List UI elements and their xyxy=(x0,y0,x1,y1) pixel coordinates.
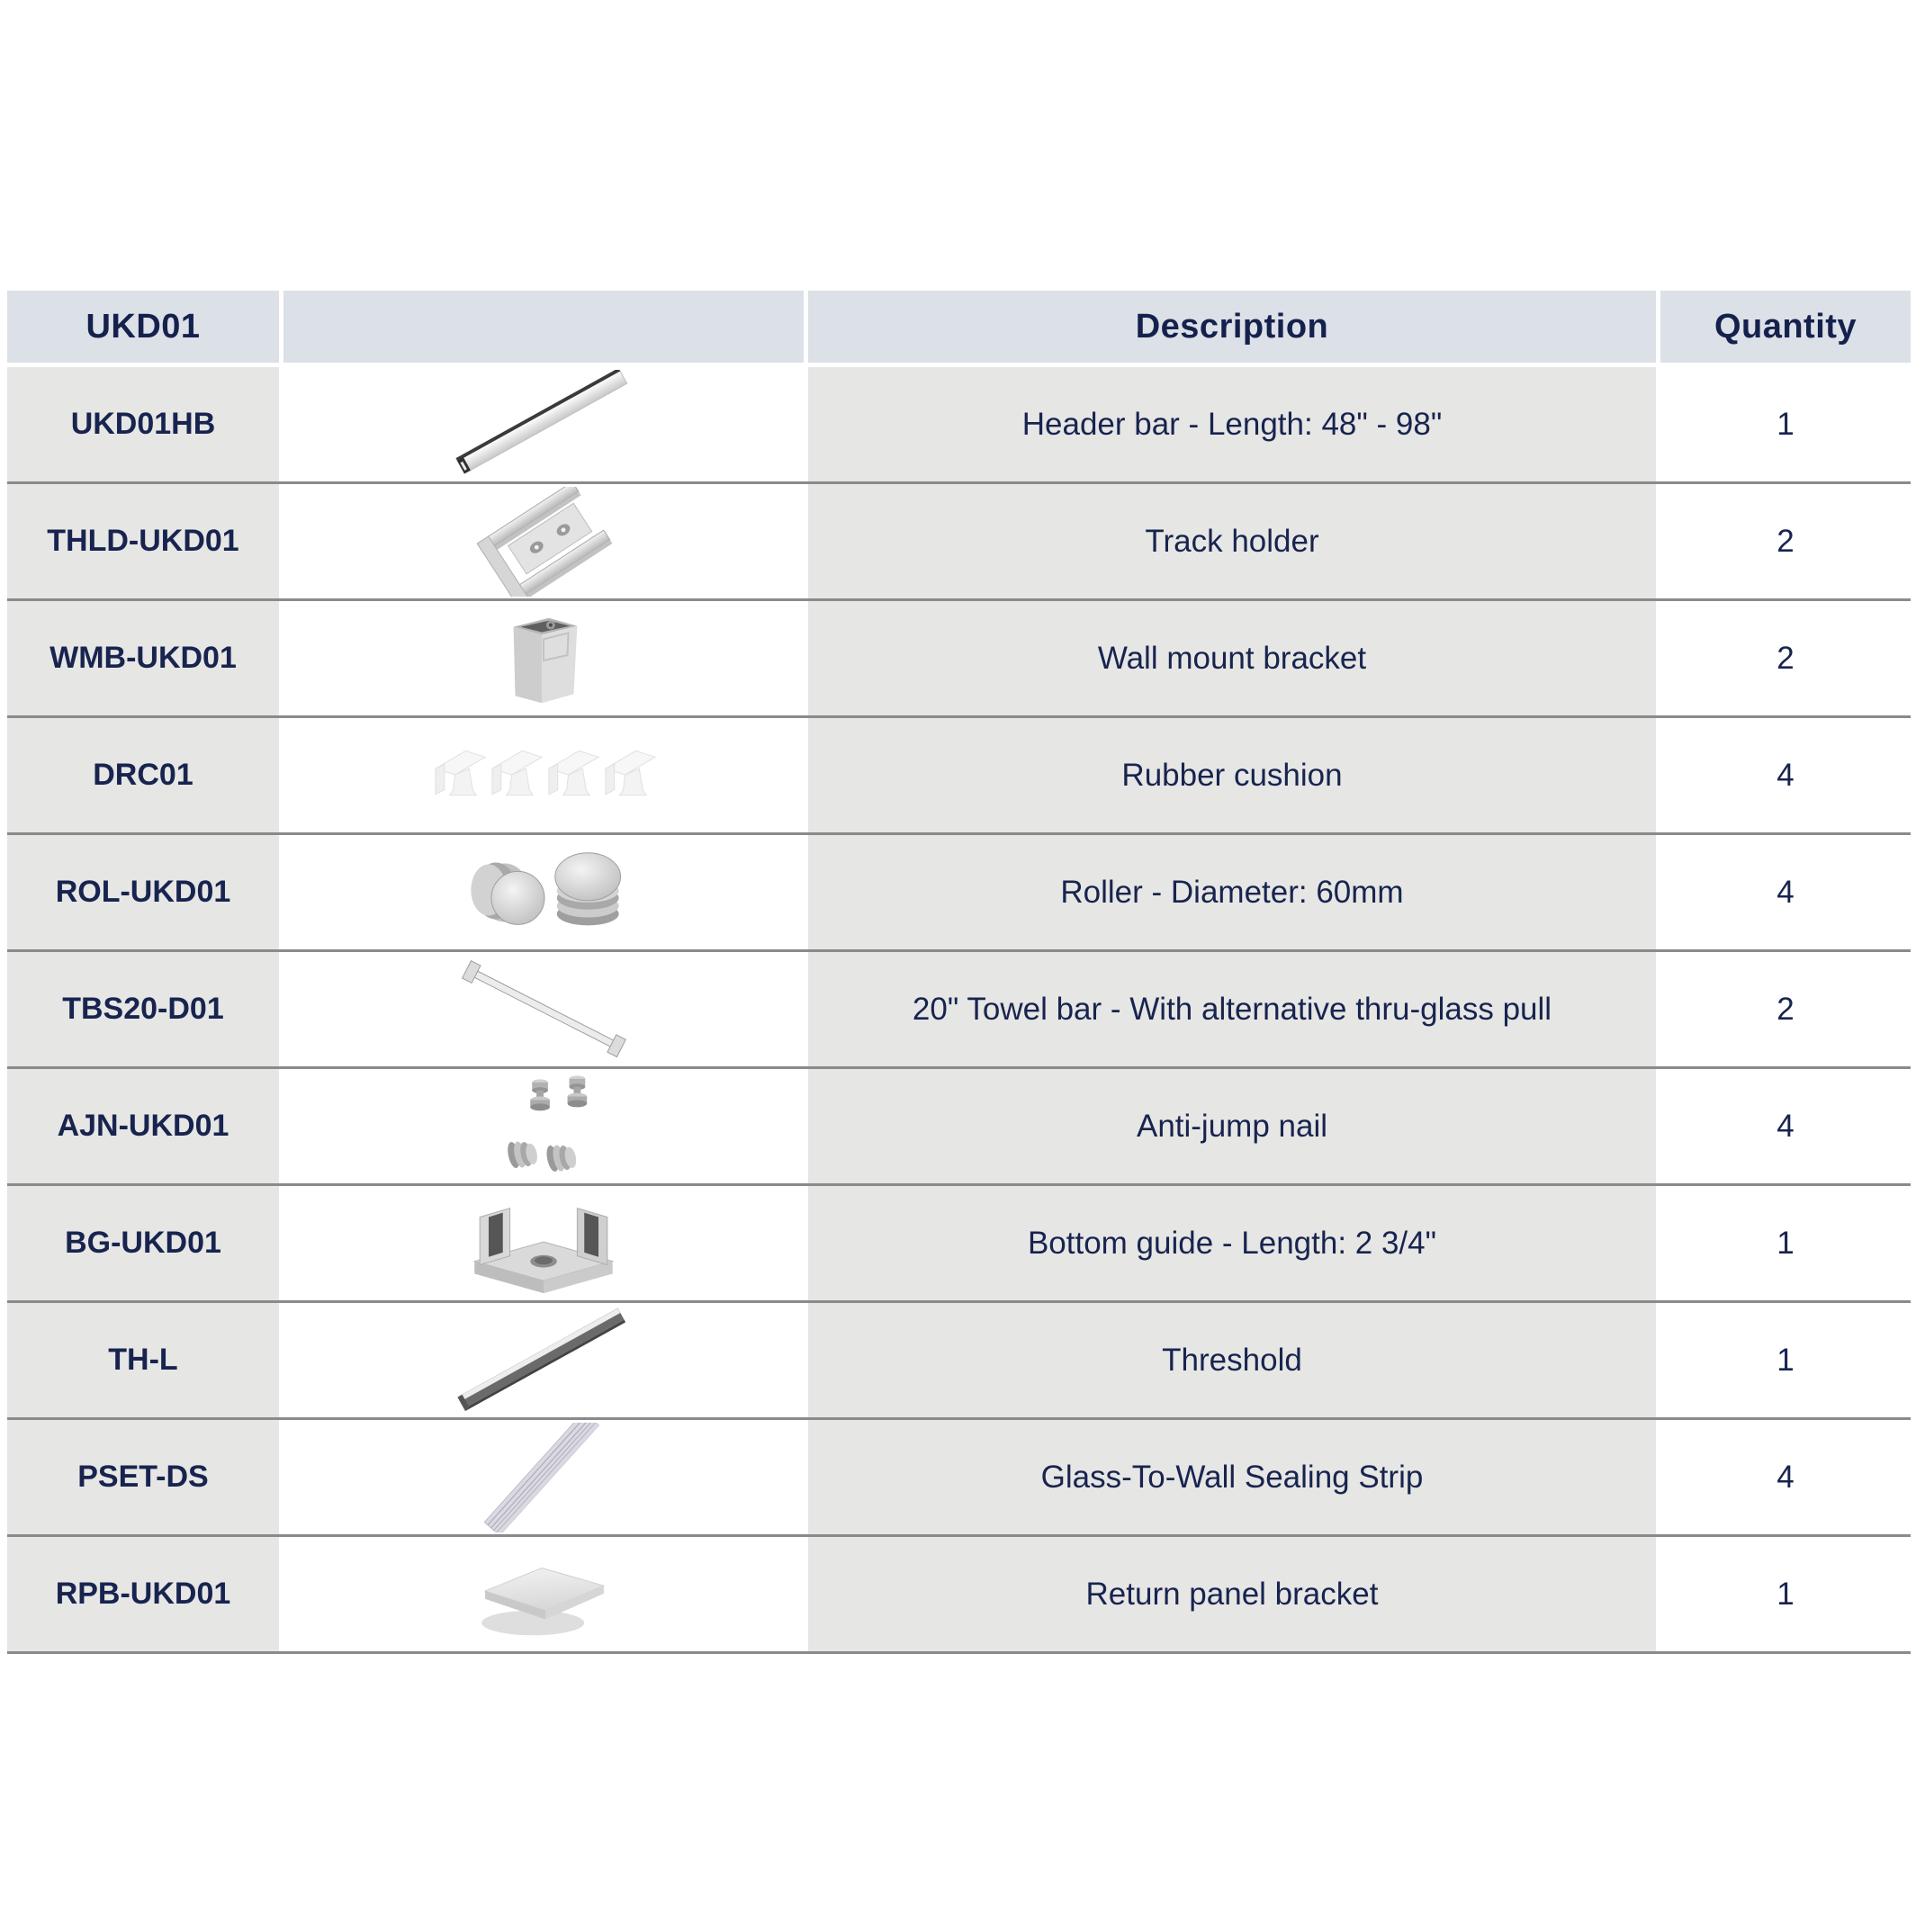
part-description: Anti-jump nail xyxy=(808,1069,1656,1183)
part-image-cell xyxy=(283,1186,804,1300)
table-header-row xyxy=(7,291,1911,363)
part-description: 20" Towel bar - With alternative thru-glass pull xyxy=(808,952,1656,1066)
parts-table xyxy=(7,291,1911,1654)
part-number: RPB-UKD01 xyxy=(7,1537,279,1651)
towel-bar-image xyxy=(427,955,661,1065)
part-description: Header bar - Length: 48" - 98" xyxy=(808,367,1656,481)
anti-jump-nail-image xyxy=(427,1072,661,1182)
bottom-guide-image xyxy=(427,1189,661,1298)
roller-image xyxy=(427,838,661,948)
part-description: Track holder xyxy=(808,484,1656,598)
part-description: Roller - Diameter: 60mm xyxy=(808,835,1656,949)
part-image-cell xyxy=(283,835,804,949)
part-quantity: 4 xyxy=(1660,1420,1911,1534)
part-description: Wall mount bracket xyxy=(808,601,1656,715)
table-row xyxy=(7,1186,1911,1300)
part-quantity: 2 xyxy=(1660,484,1911,598)
part-quantity: 1 xyxy=(1660,1537,1911,1651)
part-quantity: 1 xyxy=(1660,1303,1911,1417)
part-image-cell xyxy=(283,601,804,715)
part-number: BG-UKD01 xyxy=(7,1186,279,1300)
part-image-cell xyxy=(283,1069,804,1183)
part-image-cell xyxy=(283,952,804,1066)
row-divider xyxy=(7,1651,1911,1654)
track-holder-image xyxy=(427,487,661,597)
table-row xyxy=(7,1303,1911,1417)
table-row xyxy=(7,601,1911,715)
table-row xyxy=(7,367,1911,481)
part-quantity: 2 xyxy=(1660,601,1911,715)
part-number: TBS20-D01 xyxy=(7,952,279,1066)
header-cell-part-number: UKD01 xyxy=(7,291,279,363)
part-number: WMB-UKD01 xyxy=(7,601,279,715)
part-quantity: 4 xyxy=(1660,1069,1911,1183)
wall-mount-bracket-image xyxy=(427,604,661,714)
header-cell-image xyxy=(283,291,804,363)
header-cell-quantity: Quantity xyxy=(1660,291,1911,363)
header-cell-description: Description xyxy=(808,291,1656,363)
part-number: DRC01 xyxy=(7,718,279,832)
part-quantity: 1 xyxy=(1660,367,1911,481)
part-number: TH-L xyxy=(7,1303,279,1417)
part-quantity: 2 xyxy=(1660,952,1911,1066)
table-row xyxy=(7,952,1911,1066)
part-description: Return panel bracket xyxy=(808,1537,1656,1651)
part-image-cell xyxy=(283,718,804,832)
table-row xyxy=(7,835,1911,949)
sealing-strip-image xyxy=(427,1423,661,1532)
part-description: Rubber cushion xyxy=(808,718,1656,832)
part-number: UKD01HB xyxy=(7,367,279,481)
part-number: PSET-DS xyxy=(7,1420,279,1534)
part-description: Glass-To-Wall Sealing Strip xyxy=(808,1420,1656,1534)
header-bar-image xyxy=(427,370,661,480)
table-row xyxy=(7,1537,1911,1651)
threshold-image xyxy=(427,1306,661,1415)
table-row xyxy=(7,1069,1911,1183)
table-row xyxy=(7,718,1911,832)
part-image-cell xyxy=(283,1537,804,1651)
table-row xyxy=(7,484,1911,598)
part-quantity: 4 xyxy=(1660,718,1911,832)
part-image-cell xyxy=(283,1420,804,1534)
part-image-cell xyxy=(283,367,804,481)
part-image-cell xyxy=(283,1303,804,1417)
part-image-cell xyxy=(283,484,804,598)
part-description: Threshold xyxy=(808,1303,1656,1417)
part-number: THLD-UKD01 xyxy=(7,484,279,598)
rubber-cushion-image xyxy=(427,721,661,831)
return-panel-bracket-image xyxy=(427,1540,661,1649)
part-description: Bottom guide - Length: 2 3/4" xyxy=(808,1186,1656,1300)
part-quantity: 1 xyxy=(1660,1186,1911,1300)
parts-spec-page xyxy=(0,16,1916,1932)
part-number: ROL-UKD01 xyxy=(7,835,279,949)
part-number: AJN-UKD01 xyxy=(7,1069,279,1183)
table-row xyxy=(7,1420,1911,1534)
part-quantity: 4 xyxy=(1660,835,1911,949)
